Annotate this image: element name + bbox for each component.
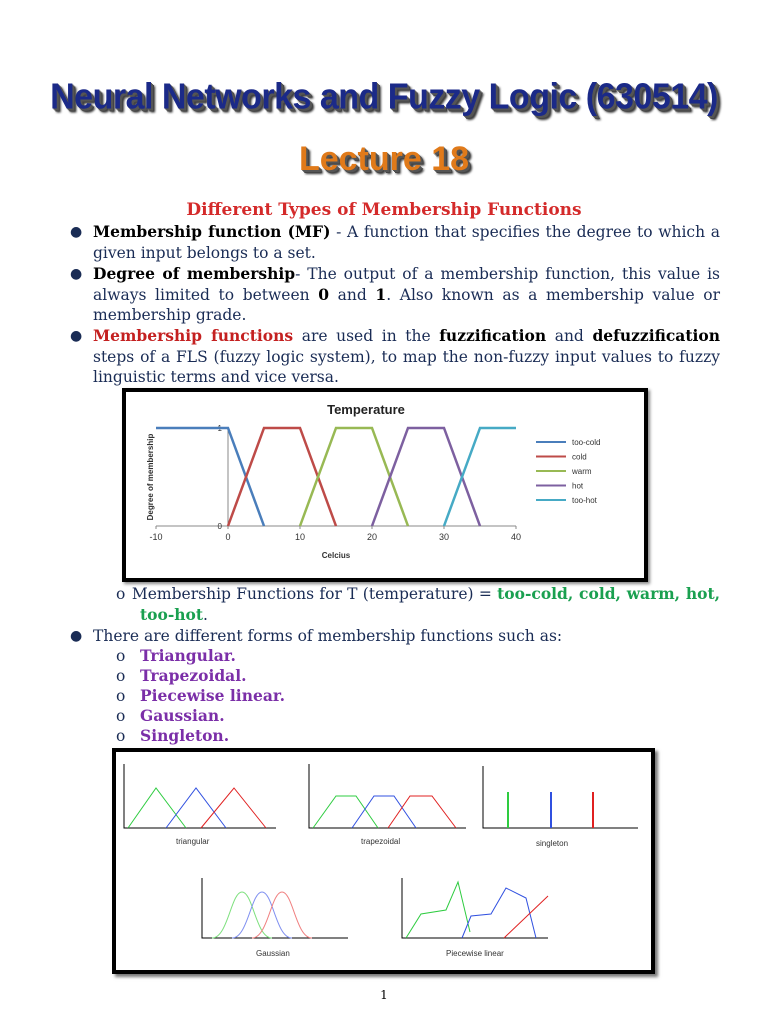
y-tick-label: 0 (217, 522, 222, 531)
legend-label-too-hot: too-hot (572, 496, 597, 505)
trapezoidal-plot (309, 764, 466, 846)
triangular-label: triangular (176, 837, 210, 846)
form-item: o Triangular. (116, 646, 236, 665)
legend-label-hot: hot (572, 481, 584, 491)
membership-forms-svg (116, 752, 651, 970)
singleton-plot (483, 766, 638, 848)
bullet-membership-function: Membership function (MF) - A function that specifies the degree to which a given input belongs to a set. (93, 222, 720, 262)
form-item: o Trapezoidal. (116, 666, 247, 685)
piecewise-linear-label: Piecewise linear (446, 949, 504, 958)
bullet-icon: ● (70, 328, 83, 344)
form-item: o Piecewise linear. (116, 686, 286, 705)
bullet-membership-functions-usage: Membership functions are used in the fuzzification and defuzzification steps of a FLS (fuzzy logic system), to map the non-fuzzy input values to fuzzy linguistic terms and vice versa. (93, 326, 720, 386)
legend-label-warm: warm (572, 467, 592, 476)
bullet-icon: ● (70, 266, 83, 282)
section-heading: Different Types of Membership Functions (186, 200, 582, 220)
x-tick-label: 10 (294, 532, 306, 542)
series-line-too-hot (444, 428, 516, 526)
temperature-chart (126, 392, 644, 578)
bullet-icon: ● (70, 224, 83, 240)
x-axis-label: Celcius (321, 551, 351, 560)
form-item: o Singleton. (116, 726, 230, 745)
series-line-hot (372, 428, 480, 526)
form-item: o Gaussian. (116, 706, 225, 725)
temperature-note: o Membership Functions for T (temperature) = too-cold, cold, warm, hot, too-hot. (116, 584, 720, 624)
series-line-cold (228, 428, 336, 526)
x-tick-label: 30 (438, 532, 450, 542)
trapezoidal-label: trapezoidal (361, 837, 401, 846)
x-tick-label: -10 (149, 532, 163, 542)
series-line-warm (300, 428, 408, 526)
temperature-chart-frame (122, 388, 648, 582)
x-tick-label: 20 (366, 532, 378, 542)
membership-forms-figure (112, 748, 655, 974)
bullet-forms-intro: There are different forms of membership functions such as: (93, 627, 563, 645)
singleton-label: singleton (536, 839, 569, 848)
y-tick-label: 1 (217, 424, 222, 433)
piecewise-linear-plot (402, 878, 548, 958)
bullet-icon: ● (70, 628, 83, 644)
legend-label-cold: cold (572, 452, 587, 462)
y-axis-label: Degree of membership (146, 433, 155, 521)
lecture-title: Lecture 18 (298, 140, 470, 178)
bullet-degree-of-membership: Degree of membership- The output of a membership function, this value is always limited to between 0 and 1. Also known as a membership value or membership grade. (93, 264, 721, 324)
chart-title: Temperature (327, 402, 405, 417)
series-line-too-cold (156, 428, 264, 526)
gaussian-plot (202, 878, 348, 958)
triangular-plot (124, 764, 276, 846)
gaussian-label: Gaussian (256, 949, 290, 958)
course-title: Neural Networks and Fuzzy Logic (630514) (50, 77, 718, 117)
x-tick-label: 0 (225, 532, 231, 542)
x-tick-label: 40 (510, 532, 522, 542)
page-number: 1 (380, 988, 388, 1002)
legend-label-too-cold: too-cold (572, 438, 601, 447)
